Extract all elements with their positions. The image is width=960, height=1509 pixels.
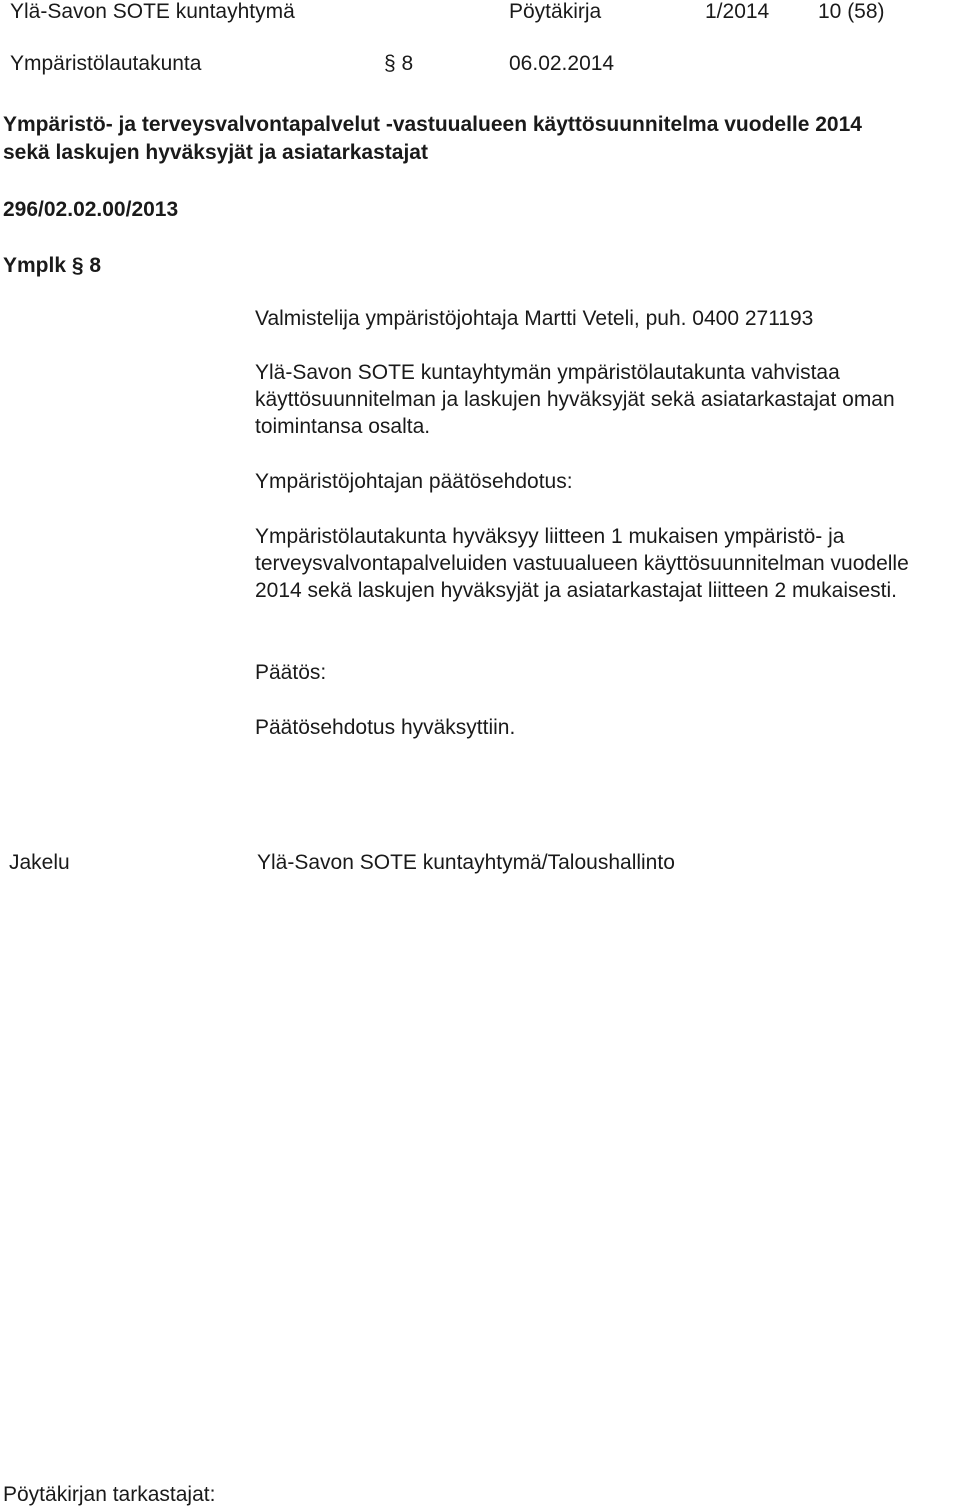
preparer-line: Valmistelija ympäristöjohtaja Martti Veteli, puh. 0400 271193	[255, 307, 814, 330]
distribution-recipient: Ylä-Savon SOTE kuntayhtymä/Taloushallinto	[257, 851, 675, 874]
proposal-paragraph: Ympäristölautakunta hyväksyy liitteen 1 mukaisen ympäristö- ja terveysvalvontapalveluiden vastuualueen käyttösuunnitelman vuodelle 2014 sekä laskujen hyväksyjät ja asiatarkastajat liitteen 2 mukaisesti.	[255, 525, 909, 602]
title-line-1: Ympäristö- ja terveysvalvontapalvelut -vastuualueen käyttösuunnitelma vuodelle 2014	[3, 113, 862, 136]
case-number: 296/02.02.00/2013	[3, 198, 179, 221]
decision-heading: Päätös:	[255, 661, 327, 684]
proposal-heading: Ympäristöjohtajan päätösehdotus:	[255, 470, 573, 493]
decision-text: Päätösehdotus hyväksyttiin.	[255, 716, 516, 739]
distribution-label: Jakelu	[9, 851, 70, 874]
section-label: Ymplk § 8	[3, 254, 102, 277]
header-committee: Ympäristölautakunta	[10, 52, 202, 75]
reviewers-label: Pöytäkirjan tarkastajat:	[3, 1483, 216, 1506]
header-organization: Ylä-Savon SOTE kuntayhtymä	[10, 0, 295, 23]
intro-paragraph: Ylä-Savon SOTE kuntayhtymän ympäristölautakunta vahvistaa käyttösuunnitelman ja laskujen hyväksyjät sekä asiatarkastajat oman toimintansa osalta.	[255, 361, 895, 438]
header-doc-number: 1/2014	[705, 0, 770, 23]
header-date: 06.02.2014	[509, 52, 615, 75]
header-doc-type: Pöytäkirja	[509, 0, 602, 23]
header-page-number: 10 (58)	[818, 0, 885, 23]
header-section-number: § 8	[384, 52, 414, 75]
title-line-2: sekä laskujen hyväksyjät ja asiatarkastajat	[3, 141, 428, 164]
